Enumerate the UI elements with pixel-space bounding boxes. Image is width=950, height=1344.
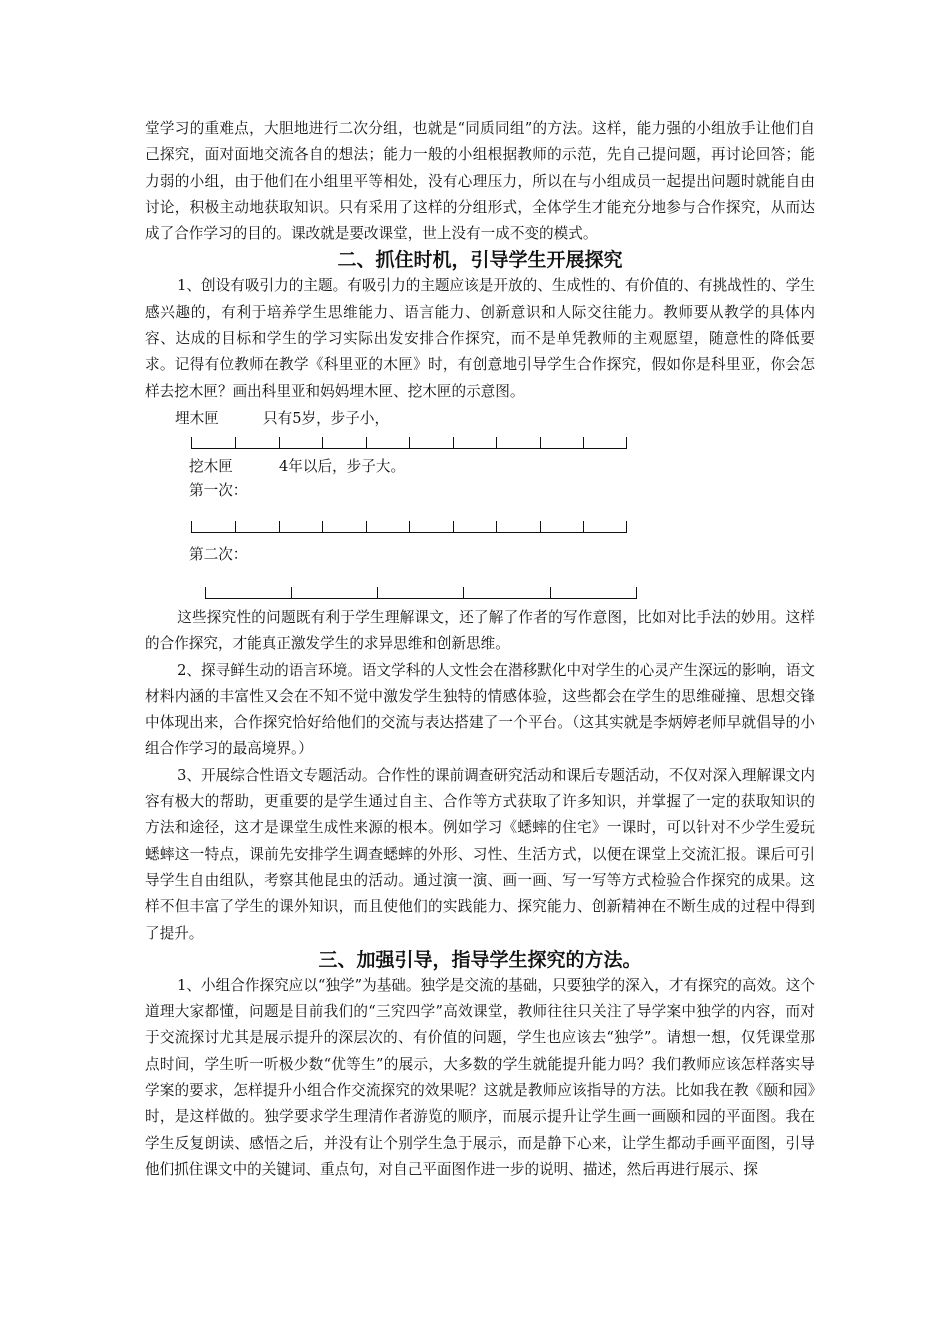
paragraph-2-2: 2、探寻鲜生动的语言环境。语文学科的人文性会在潜移默化中对学生的心灵产生深远的影响，语文材料内涵的丰富性又会在不知不觉中激发学生独特的情感体验，这些都会在学生的思维碰撞、思想交锋中体现出来，合作探究恰好给他们的交流与表达搭建了一个平台。（这其实就是李炳婷老师早就倡导的小组合作学习的最高境界。） <box>145 661 815 758</box>
paragraph-3-1: 1、小组合作探究应以“独学”为基础。独学是交流的基础，只要独学的深入，才有探究的高效。这个道理大家都懂，问题是目前我们的“三究四学”高效课堂，教师往往只关注了导学案中独学的内容，而对于交流探讨尤其是展示提升的深层次的、有价值的问题，学生也应该去“独学”。请想一想，仅凭课堂那点时间，学生听一听极少数“优等生”的展示，大多数的学生就能提升能力吗？我们教师应该怎样落实导学案的要求，怎样提升小组合作交流探究的效果呢？这就是教师应该指导的方法。比如我在教《颐和园》时，是这样做的。独学要求学生理清作者游览的顺序，而展示提升让学生画一画颐和园的平面图。我在学生反复朗读、感悟之后，并没有让个别学生急于展示，而是静下心来，让学生都动手画平面图，引导他们抓住课文中的关键词、重点句，对自己平面图作进一步的说明、描述，然后再进行展示、探 <box>145 976 815 1178</box>
bury-label: 埋木匣 <box>175 409 219 427</box>
stride-diagram <box>145 407 815 601</box>
first-time-label: 第一次： <box>189 481 248 499</box>
paragraph-intro: 堂学习的重难点，大胆地进行二次分组，也就是“同质同组”的方法。这样，能力强的小组放手让他们自己探究，面对面地交流各自的想法；能力一般的小组根据教师的示范，先自己提问题，再讨论回答；能力弱的小组，由于他们在小组里平等相处，没有心理压力，所以在与小组成员一起提出问题时就能自由讨论，积极主动地获取知识。只有采用了这样的分组形式，全体学生才能充分地参与合作探究，从而达成了合作学习的目的。课改就是要改课堂，世上没有一成不变的模式。 <box>145 120 815 243</box>
second-time-label: 第二次： <box>189 545 248 563</box>
dig-label: 挖木匣 <box>189 457 233 475</box>
dig-note: 4年以后，步子大。 <box>279 457 406 475</box>
paragraph-2-1b: 这些探究性的问题既有利于学生理解课文，还了解了作者的写作意图，比如对比手法的妙用。这样的合作探究，才能真正激发学生的求异思维和创新思维。 <box>145 608 815 653</box>
paragraph-2-1: 1、创设有吸引力的主题。有吸引力的主题应该是开放的、生成性的、有价值的、有挑战性的、学生感兴趣的，有利于培养学生思维能力、语言能力、创新意识和人际交往能力。教师要从教学的具体内容、达成的目标和学生的学习实际出发安排合作探究，而不是单凭教师的主观愿望，随意性的降低要求。记得有位教师在教学《科里亚的木匣》时，有创意地引导学生合作探究，假如你是科里亚，你会怎样去挖木匣？画出科里亚和妈妈埋木匣、挖木匣的示意图。 <box>145 277 815 400</box>
diagram-dig-row <box>145 455 815 479</box>
ruler-second <box>145 583 815 601</box>
paragraph-2-3: 3、开展综合性语文专题活动。合作性的课前调查研究活动和课后专题活动，不仅对深入理解课文内容有极大的帮助，更重要的是学生通过自主、合作等方式获取了许多知识，并掌握了一定的获取知识的方法和途径，这才是课堂生成性来源的根本。例如学习《蟋蟀的住宅》一课时，可以针对不少学生爱玩蟋蟀这一特点，课前先安排学生调查蟋蟀的外形、习性、生活方式，以便在课堂上交流汇报。课后可引导学生自由组队，考察其他昆虫的活动。通过演一演、画一画、写一写等方式检验合作探究的成果。这样不但丰富了学生的课外知识，而且使他们的实践能力、探究能力、创新精神在不断生成的过程中得到了提升。 <box>145 766 815 942</box>
section-heading-2: 二、抓住时机，引导学生开展探究 <box>337 249 623 272</box>
document-page <box>145 116 815 1183</box>
diagram-bury-row <box>145 407 815 431</box>
section-heading-3: 三、加强引导，指导学生探究的方法。 <box>318 948 642 971</box>
bury-note: 只有5岁，步子小， <box>263 409 390 427</box>
ruler-bury <box>145 433 815 451</box>
ruler-first <box>145 517 815 535</box>
